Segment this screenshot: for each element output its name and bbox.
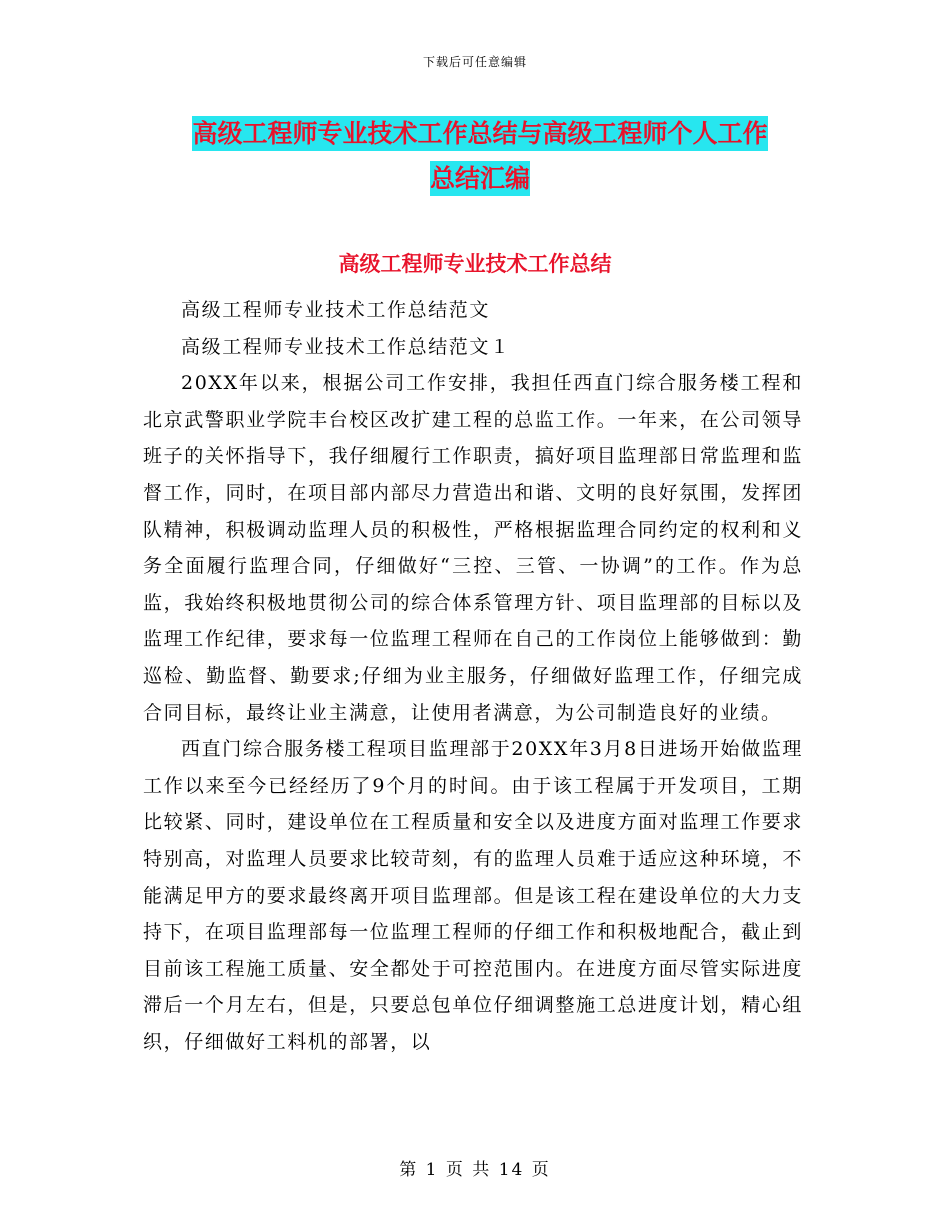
paragraph: 20XX年以来，根据公司工作安排，我担任西直门综合服务楼工程和北京武警职业学院丰台校区改扩建工程的总监工作。一年来，在公司领导班子的关怀指导下，我仔细履行工作职责，搞好项目监理部日常监理和监督工作，同时，在项目部内部尽力营造出和谐、文明的良好氛围，发挥团队精神，积极调动监理人员的积极性，严格根据监理合同约定的权利和义务全面履行监理合同，仔细做好“三控、三管、一协调”的工作。作为总监，我始终积极地贯彻公司的综合体系管理方针、项目监理部的目标以及监理工作纪律，要求每一位监理工程师在自己的工作岗位上能够做到：勤巡检、勤监督、勤要求;仔细为业主服务，仔细做好监理工作，仔细完成合同目标，最终让业主满意，让使用者满意，为公司制造良好的业绩。 bbox=[143, 372, 803, 724]
main-title bbox=[140, 111, 820, 201]
paragraph: 高级工程师专业技术工作总结范文１ bbox=[181, 335, 511, 358]
page-footer: 第 1 页 共 14 页 bbox=[399, 1160, 551, 1180]
section-title: 高级工程师专业技术工作总结 bbox=[338, 252, 612, 276]
header-note: 下载后可任意编辑 bbox=[422, 55, 527, 69]
main-title-line-1: 高级工程师专业技术工作总结与高级工程师个人工作 bbox=[192, 116, 767, 151]
paragraph: 西直门综合服务楼工程项目监理部于20XX年3月8日进场开始做监理工作以来至今已经经历了9个月的时间。由于该工程属于开发项目，工期比较紧、同时，建设单位在工程质量和安全以及进度方面对监理工作要求特别高，对监理人员要求比较苛刻，有的监理人员难于适应这种环境，不能满足甲方的要求最终离开项目监理部。但是该工程在建设单位的大力支持下，在项目监理部每一位监理工程师的仔细工作和积极地配合，截止到目前该工程施工质量、安全都处于可控范围内。在进度方面尽管实际进度滞后一个月左右，但是，只要总包单位仔细调整施工总进度计划，精心组织，仔细做好工料机的部署，以 bbox=[143, 738, 803, 1053]
body-text bbox=[143, 292, 803, 1060]
paragraph: 高级工程师专业技术工作总结范文 bbox=[181, 299, 491, 321]
main-title-line-2: 总结汇编 bbox=[430, 161, 530, 196]
